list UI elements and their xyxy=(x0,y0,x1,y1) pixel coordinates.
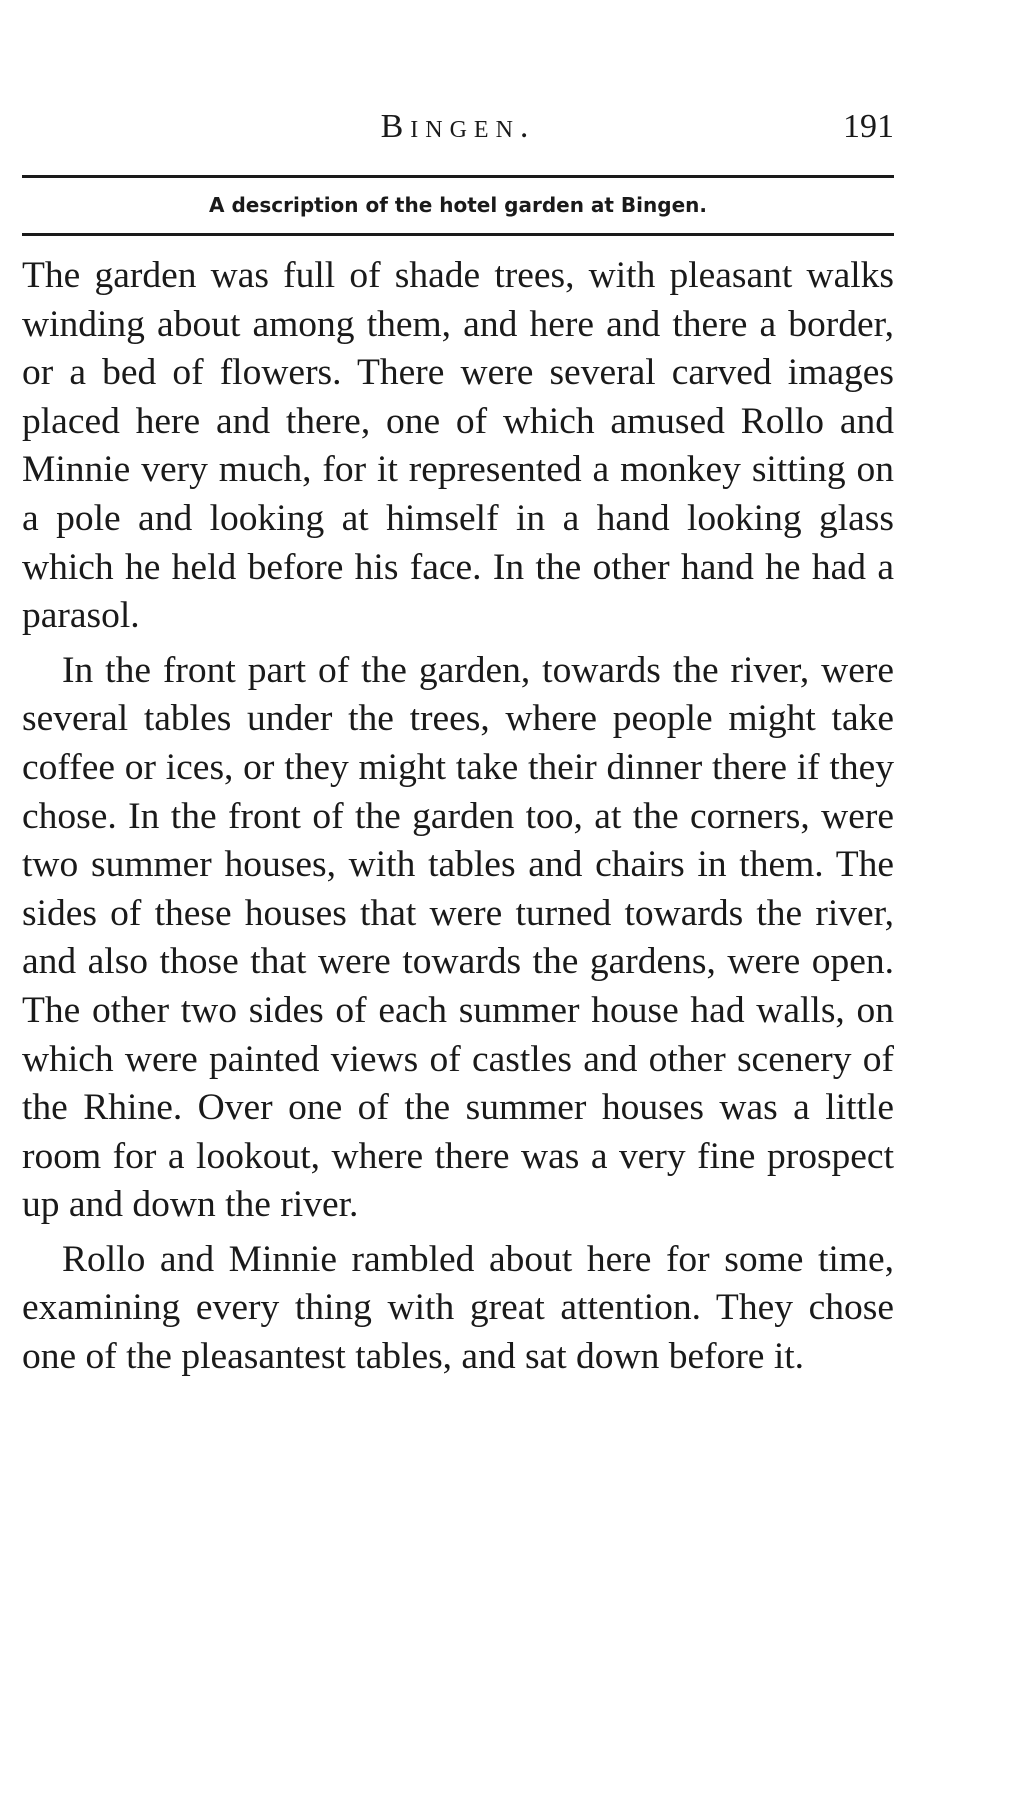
paragraph-2: In the front part of the garden, towards the river, were several tables under the trees, where people might take coffee or ices, or they might take their dinner there if they chose. In the front of the garden too, at the corners, were two summer houses, with tables and chairs in them. The sides of these houses that were turned towards the river, and also those that were towards the gardens, were open. The other two sides of each summer house had walls, on which were painted views of castles and other scenery of the Rhine. Over one of the summer houses was a little room for a lookout, where there was a very fine prospect up and down the river. xyxy=(22,649,894,1226)
paragraph-3: Rollo and Minnie rambled about here for some time, examining every thing with great attention. They chose one of the pleasantest tables, and sat down before it. xyxy=(22,1238,894,1378)
section-subheading: A description of the hotel garden at Bingen. xyxy=(209,193,707,217)
body-text xyxy=(22,252,894,1388)
bottom-rule xyxy=(22,233,894,236)
running-head xyxy=(22,108,894,158)
page-number: 191 xyxy=(843,108,894,145)
paragraph-1: The garden was full of shade trees, with pleasant walks winding about among them, and here and there a border, or a bed of flowers. There were several carved images placed here and there, one of which amused Rollo and Minnie very much, for it represented a monkey sitting on a pole and looking at himself in a hand looking glass which he held before his face. In the other hand he had a parasol. xyxy=(22,255,894,637)
running-title: Bingen. xyxy=(380,108,536,145)
book-page xyxy=(22,0,894,1793)
top-rule xyxy=(22,175,894,178)
